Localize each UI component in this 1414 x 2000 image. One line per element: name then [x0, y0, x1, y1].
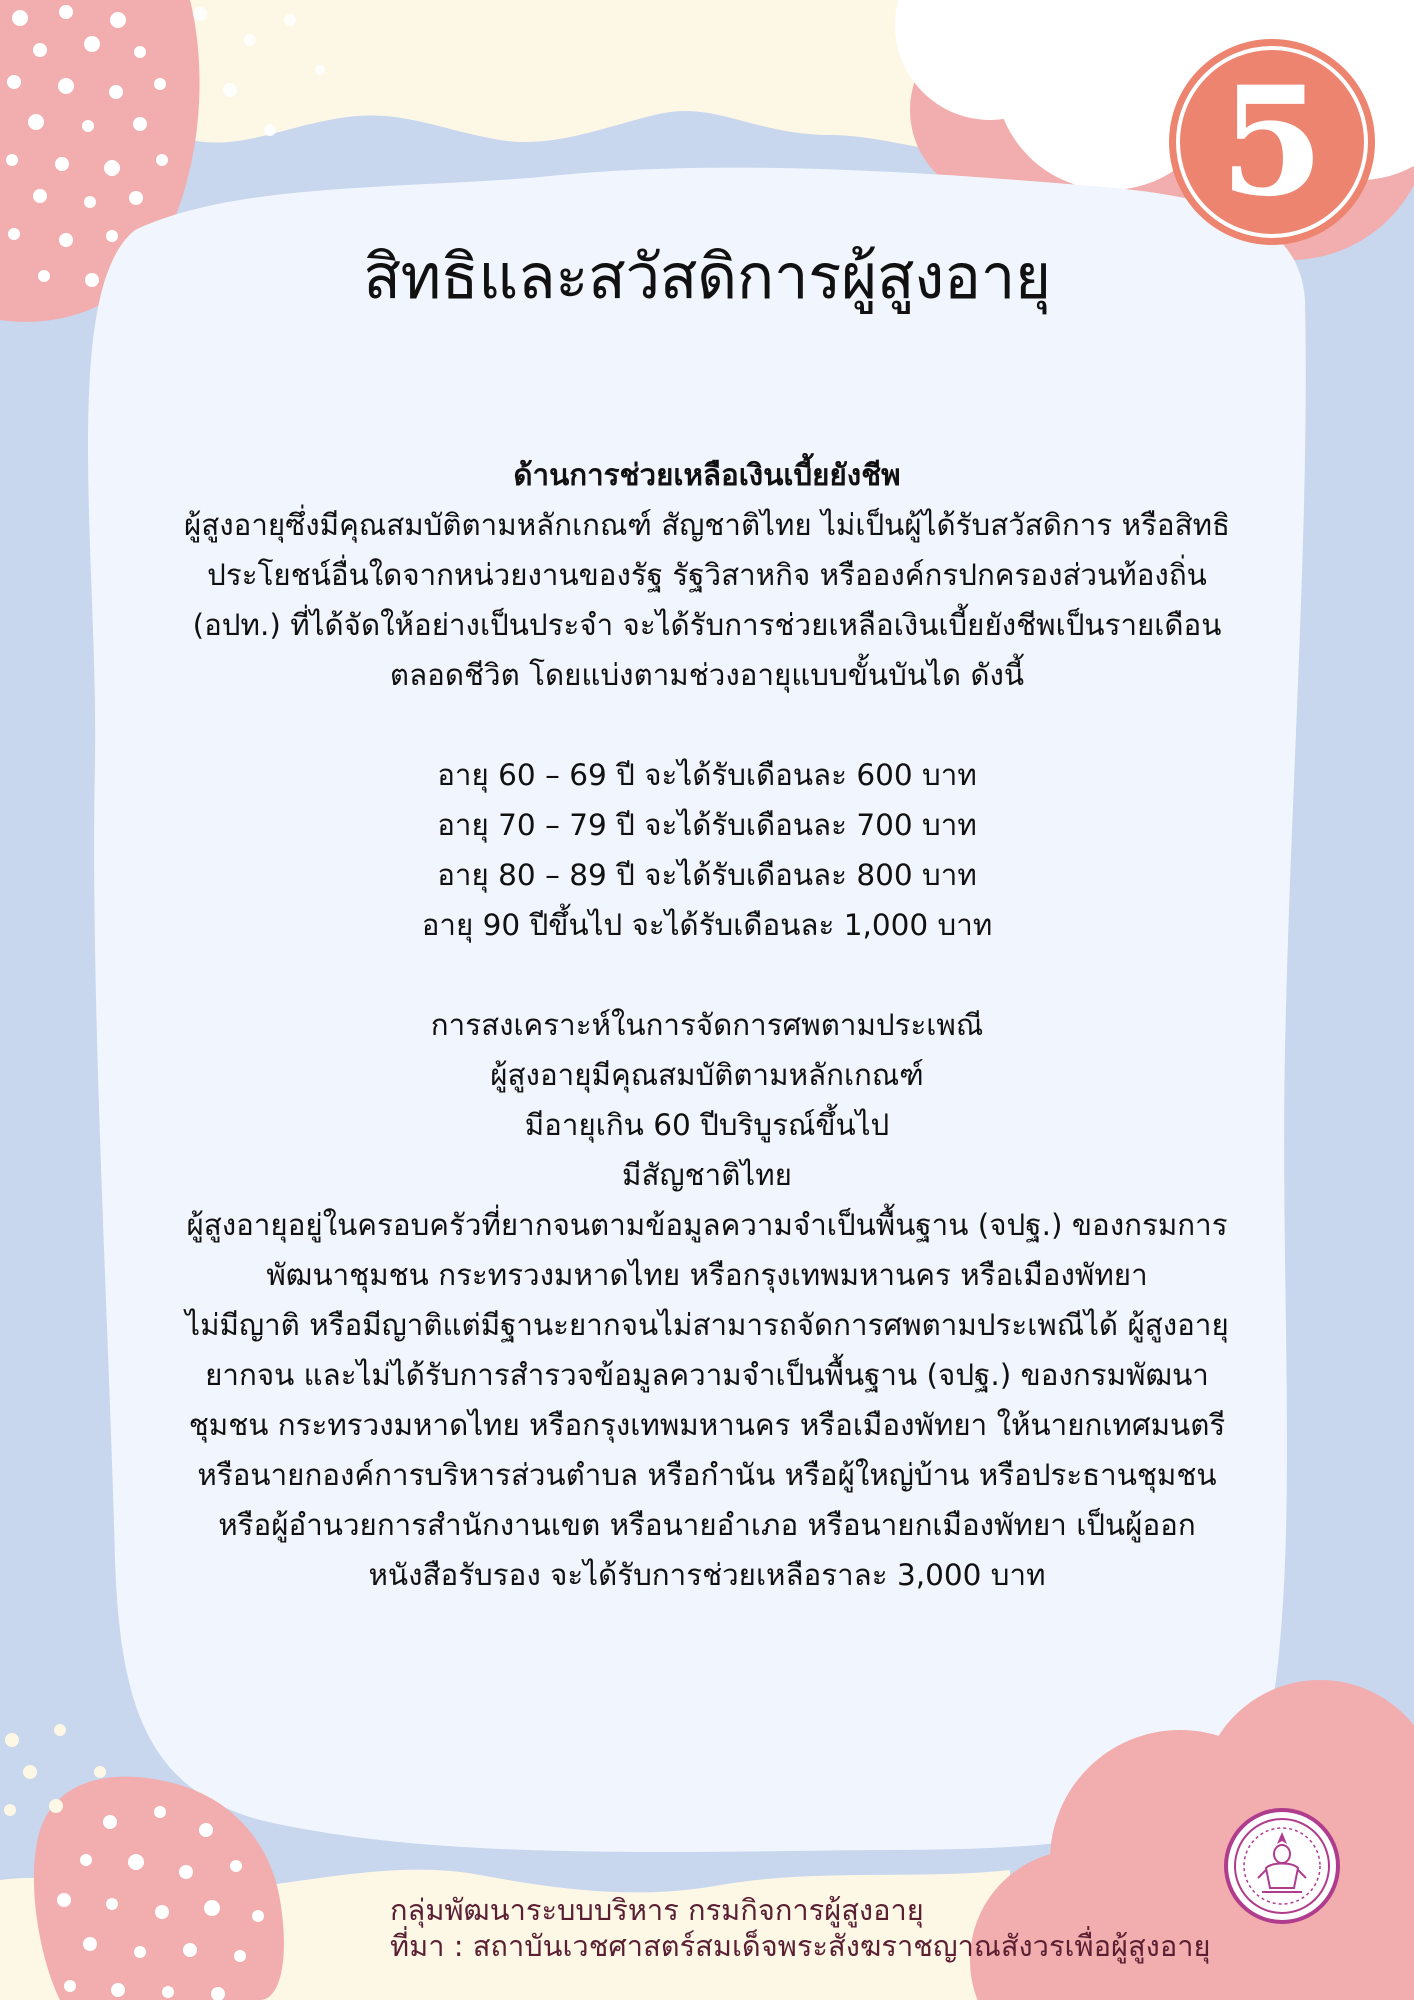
funeral-heading: การสงเคราะห์ในการจัดการศพตามประเพณี — [430, 1008, 984, 1042]
allowance-rate: อายุ 70 – 79 ปี จะได้รับเดือนละ 700 บาท — [437, 808, 977, 842]
allowance-rate: อายุ 80 – 89 ปี จะได้รับเดือนละ 800 บาท — [437, 858, 977, 892]
allowance-line: ผู้สูงอายุซึ่งมีคุณสมบัติตามหลักเกณฑ์ สัญชาติไทย ไม่เป็นผู้ได้รับสวัสดิการ หรือสิทธิ — [183, 508, 1231, 542]
allowance-line: ตลอดชีวิต โดยแบ่งตามช่วงอายุแบบขั้นบันได ดังนี้ — [389, 658, 1025, 692]
allowance-rate: อายุ 60 – 69 ปี จะได้รับเดือนละ 600 บาท — [437, 758, 977, 792]
funeral-line: หรือนายกองค์การบริหารส่วนตำบล หรือกำนัน หรือผู้ใหญ่บ้าน หรือประธานชุมชน — [197, 1458, 1217, 1492]
funeral-line: หรือผู้อำนวยการสำนักงานเขต หรือนายอำเภอ หรือนายกเมืองพัทยา เป็นผู้ออก — [218, 1508, 1196, 1542]
main-content — [110, 450, 1304, 1600]
funeral-line: ไม่มีญาติ หรือมีญาติแต่มีฐานะยากจนไม่สามารถจัดการศพตามประเพณีได้ ผู้สูงอายุ — [185, 1308, 1229, 1342]
allowance-line: (อปท.) ที่ได้จัดให้อย่างเป็นประจำ จะได้รับการช่วยเหลือเงินเบี้ยยังชีพเป็นรายเดือน — [192, 608, 1222, 642]
footer-organization: กลุ่มพัฒนาระบบบริหาร กรมกิจการผู้สูงอายุ — [390, 1893, 924, 1927]
funeral-line: พัฒนาชุมชน กระทรวงมหาดไทย หรือกรุงเทพมหานคร หรือเมืองพัทยา — [266, 1258, 1148, 1292]
footer-credits — [390, 1892, 1211, 1964]
funeral-criterion: มีสัญชาติไทย — [622, 1158, 792, 1192]
footer-source: ที่มา : สถาบันเวชศาสตร์สมเด็จพระสังฆราชญาณสังวรเพื่อผู้สูงอายุ — [390, 1929, 1211, 1963]
funeral-line: ชุมชน กระทรวงมหาดไทย หรือกรุงเทพมหานคร หรือเมืองพัทยา ให้นายกเทศมนตรี — [188, 1408, 1226, 1442]
allowance-heading: ด้านการช่วยเหลือเงินเบี้ยยังชีพ — [513, 458, 901, 492]
funeral-line: ผู้สูงอายุอยู่ในครอบครัวที่ยากจนตามข้อมูลความจำเป็นพื้นฐาน (จปฐ.) ของกรมการ — [186, 1208, 1228, 1242]
funeral-criterion: ผู้สูงอายุมีคุณสมบัติตามหลักเกณฑ์ — [490, 1058, 924, 1092]
allowance-rate: อายุ 90 ปีขึ้นไป จะได้รับเดือนละ 1,000 บาท — [421, 908, 993, 942]
page-title: สิทธิและสวัสดิการผู้สูงอายุ — [363, 240, 1051, 313]
department-seal-icon — [1224, 1808, 1340, 1924]
funeral-criterion: มีอายุเกิน 60 ปีบริบูรณ์ขึ้นไป — [524, 1108, 890, 1142]
allowance-line: ประโยชน์อื่นใดจากหน่วยงานของรัฐ รัฐวิสาหกิจ หรือองค์กรปกครองส่วนท้องถิ่น — [207, 558, 1207, 592]
page-number-badge: 5 — [1219, 54, 1325, 230]
funeral-line: ยากจน และไม่ได้รับการสำรวจข้อมูลความจำเป็นพื้นฐาน (จปฐ.) ของกรมพัฒนา — [205, 1358, 1209, 1392]
funeral-line: หนังสือรับรอง จะได้รับการช่วยเหลือราละ 3,000 บาท — [368, 1558, 1046, 1592]
